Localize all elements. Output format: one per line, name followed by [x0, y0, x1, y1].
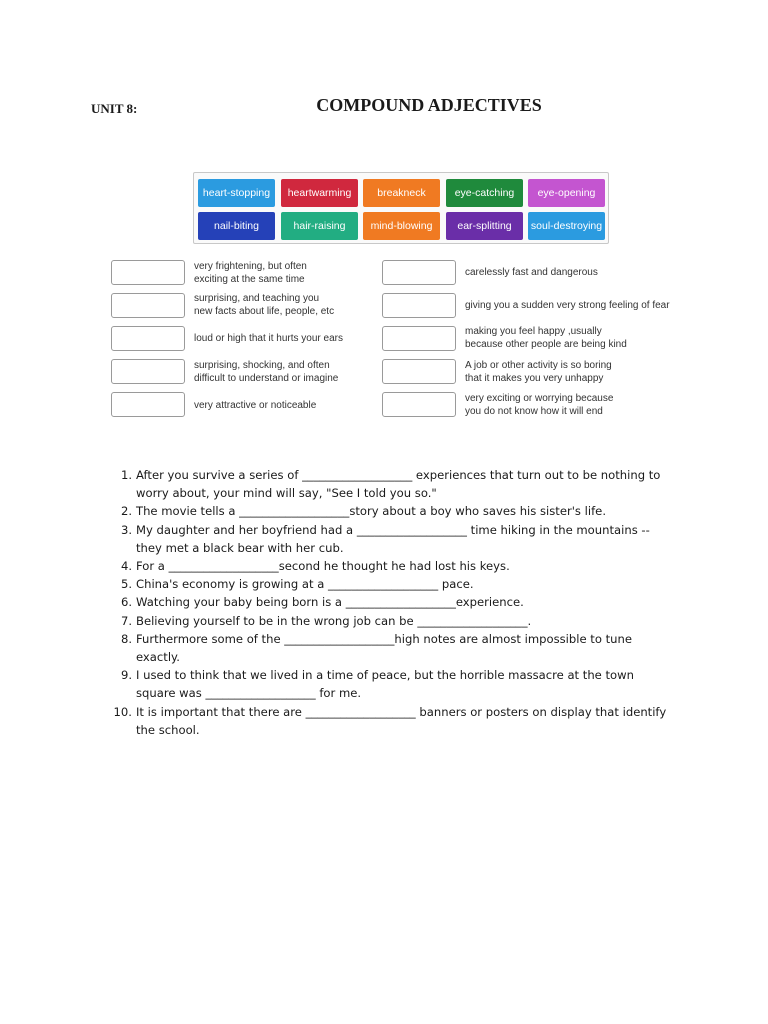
answer-box[interactable]	[382, 260, 456, 285]
answer-box[interactable]	[382, 326, 456, 351]
word-tile[interactable]: eye-catching	[446, 179, 523, 207]
question-text: Furthermore some of the ___________________high notes are almost impossible to tune exactly.	[136, 631, 633, 665]
word-tile[interactable]: eye-opening	[528, 179, 605, 207]
word-tile[interactable]: heart-stopping	[198, 179, 275, 207]
answer-box[interactable]	[111, 326, 185, 351]
question-item	[111, 703, 671, 739]
page-title: COMPOUND ADJECTIVES	[316, 95, 542, 115]
definition: giving you a sudden very strong feeling of fear	[465, 300, 670, 311]
word-tile[interactable]: ear-splitting	[446, 212, 523, 240]
word-tile[interactable]: heartwarming	[281, 179, 358, 207]
question-text: After you survive a series of ___________________ experiences that turn out to be nothing to worry about, your mind will say, "See I told you so."	[136, 468, 661, 501]
question-number: 1.	[120, 468, 132, 482]
question-item	[111, 630, 671, 666]
question-list	[111, 466, 671, 739]
definition: surprising, shocking, and often difficult to understand or imagine	[194, 360, 339, 384]
question-number: 9.	[120, 668, 132, 683]
question-text: Believing yourself to be in the wrong job can be ___________________.	[136, 613, 532, 628]
question-text: The movie tells a ___________________story about a boy who saves his sister's life.	[136, 504, 606, 519]
definition: making you feel happy ,usually because other people are being kind	[465, 326, 627, 350]
question-number: 6.	[120, 595, 132, 610]
question-text: For a ___________________second he thought he had lost his keys.	[136, 559, 510, 574]
definition: very attractive or noticeable	[194, 400, 317, 411]
question-number: 10.	[113, 704, 132, 719]
question-text: Watching your baby being born is a ___________________experience.	[136, 595, 524, 610]
definition: A job or other activity is so boring that it makes you very unhappy	[465, 360, 612, 384]
question-item	[111, 502, 671, 520]
question-number: 5.	[120, 577, 132, 592]
question-number: 7.	[120, 613, 132, 628]
definition: loud or high that it hurts your ears	[194, 333, 343, 344]
question-item	[111, 612, 671, 630]
question-number: 8.	[120, 631, 132, 646]
question-item	[111, 666, 671, 702]
question-item	[111, 575, 671, 593]
word-tile[interactable]: hair-raising	[281, 212, 358, 240]
question-item	[111, 557, 671, 575]
answer-box[interactable]	[382, 293, 456, 318]
question-text: China's economy is growing at a ___________________ pace.	[136, 577, 474, 592]
answer-box[interactable]	[111, 392, 185, 417]
question-item	[111, 521, 671, 557]
answer-box[interactable]	[111, 359, 185, 384]
answer-box[interactable]	[382, 392, 456, 417]
answer-box[interactable]	[382, 359, 456, 384]
unit-label: UNIT 8:	[91, 101, 138, 116]
question-text: My daughter and her boyfriend had a ___________________ time hiking in the mountains -- they met a black bear with her cub.	[136, 522, 650, 555]
answer-box[interactable]	[111, 260, 185, 285]
question-number: 4.	[120, 559, 132, 574]
definition: very exciting or worrying because you do not know how it will end	[465, 393, 614, 417]
question-item	[111, 466, 671, 502]
question-number: 2.	[120, 504, 132, 519]
question-number: 3.	[120, 522, 132, 537]
word-tile[interactable]: nail-biting	[198, 212, 275, 240]
question-text: It is important that there are ___________________ banners or posters on display that identify the school.	[136, 704, 667, 737]
definition: carelessly fast and dangerous	[465, 267, 598, 278]
word-tile[interactable]: soul-destroying	[528, 212, 605, 240]
word-tile[interactable]: breakneck	[363, 179, 440, 207]
word-tile[interactable]: mind-blowing	[363, 212, 440, 240]
definition: very frightening, but often exciting at the same time	[194, 261, 307, 285]
question-text: I used to think that we lived in a time of peace, but the horrible massacre at the town square was ___________________ for me.	[136, 668, 634, 701]
word-bank	[193, 172, 609, 244]
definition: surprising, and teaching you new facts about life, people, etc	[194, 293, 335, 317]
question-item	[111, 593, 671, 611]
answer-box[interactable]	[111, 293, 185, 318]
